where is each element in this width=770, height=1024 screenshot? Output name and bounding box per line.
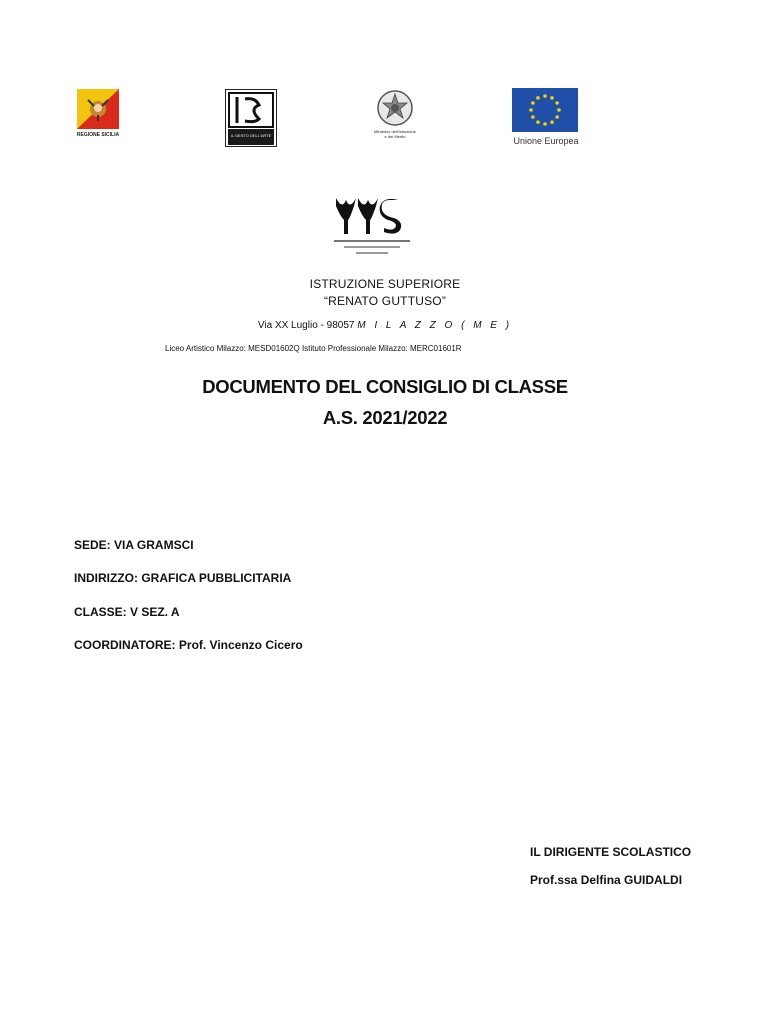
school-address <box>0 320 770 331</box>
eu-caption: Unione Europea <box>513 136 579 146</box>
field-sede: SEDE: VIA GRAMSCI <box>74 538 194 552</box>
artist-caption: IL GESTO DELL'ARTE <box>230 133 272 138</box>
eu-star <box>529 108 533 112</box>
field-indirizzo: INDIRIZZO: GRAFICA PUBBLICITARIA <box>74 571 292 585</box>
eu-star <box>550 120 554 124</box>
school-codes: Liceo Artistico Milazzo: MESD01602Q Istituto Professionale Milazzo: MERC01601R <box>165 344 462 353</box>
school-logo <box>332 196 412 260</box>
regione-sicilia-logo <box>76 88 120 130</box>
address-prefix: Via XX Luglio - 98057 <box>257 320 355 331</box>
address-city: M I L A Z Z O ( M E ) <box>357 320 513 331</box>
eu-star <box>536 120 540 124</box>
ministero-caption-line2: e del Merito <box>384 134 406 139</box>
document-title: DOCUMENTO DEL CONSIGLIO DI CLASSE <box>202 376 568 397</box>
ministero-emblem <box>372 88 418 128</box>
eu-flag <box>512 88 578 132</box>
field-coordinatore: COORDINATORE: Prof. Vincenzo Cicero <box>74 638 303 652</box>
eu-star <box>543 122 547 126</box>
eu-star <box>531 101 535 105</box>
regione-sicilia-caption: REGIONE SICILIA <box>76 132 120 138</box>
ministero-caption-line1: Ministero dell'Istruzione <box>374 129 416 134</box>
signature-name: Prof.ssa Delfina GUIDALDI <box>530 873 683 887</box>
eu-star <box>536 96 540 100</box>
eu-star <box>557 108 561 112</box>
signature-role: IL DIRIGENTE SCOLASTICO <box>530 845 692 859</box>
school-line2: “RENATO GUTTUSO” <box>323 294 447 308</box>
eu-star <box>555 115 559 119</box>
eu-star <box>543 94 547 98</box>
eu-star <box>550 96 554 100</box>
eu-star <box>531 115 535 119</box>
field-classe: CLASSE: V SEZ. A <box>74 605 180 619</box>
eu-star <box>555 101 559 105</box>
document-year: A.S. 2021/2022 <box>322 407 448 428</box>
school-line1: ISTRUZIONE SUPERIORE <box>309 277 461 291</box>
